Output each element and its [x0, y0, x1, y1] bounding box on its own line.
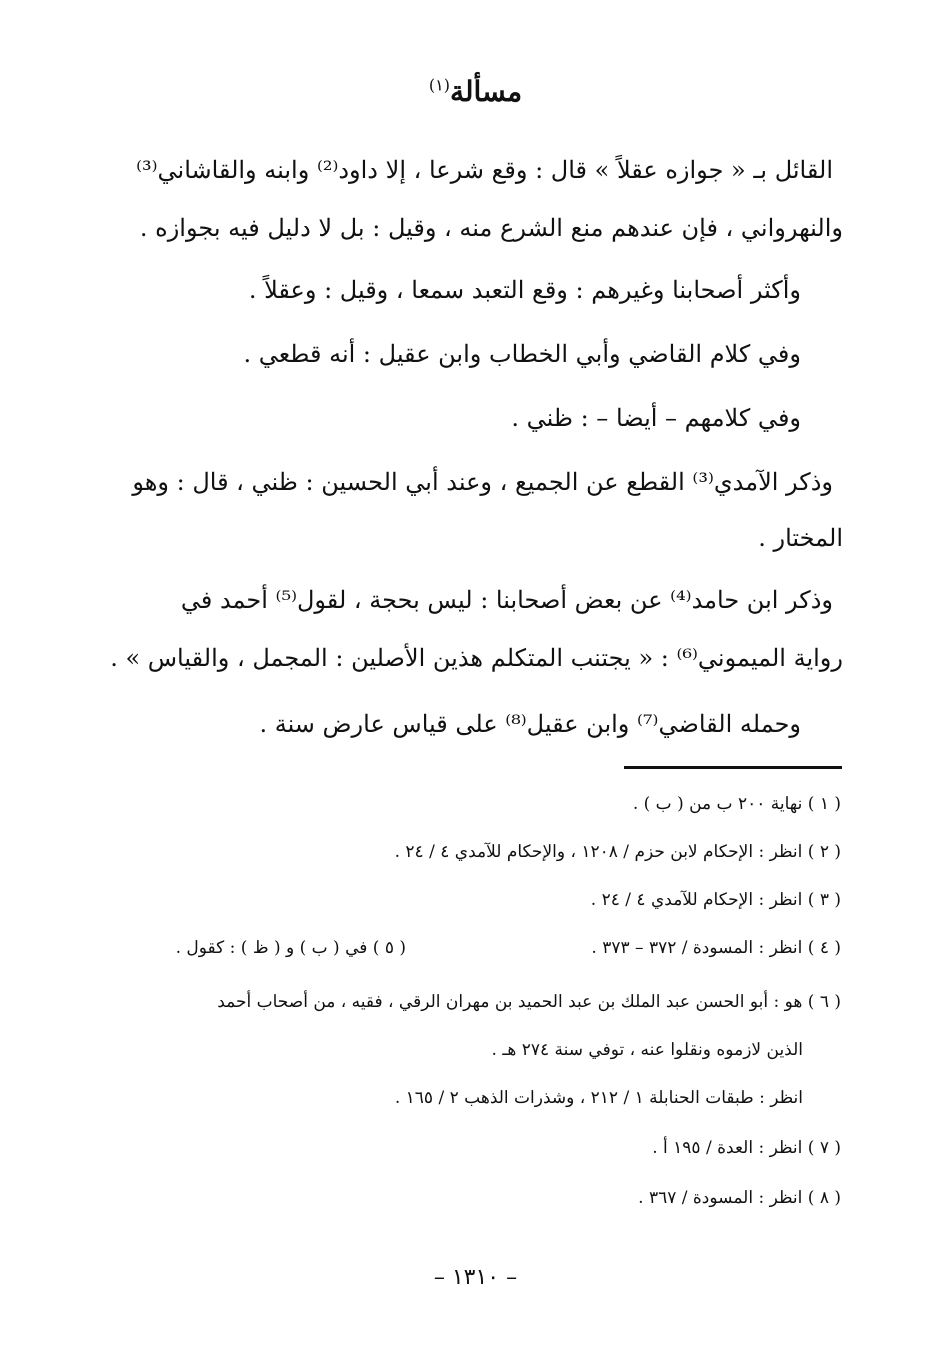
paragraph-1-line-1: القائل بـ « جوازه عقلاً » قال : وقع شرعا ، إلا داود⁽²⁾ وابنه والقاشاني⁽³⁾ [136, 156, 833, 184]
footnote-2: ( ٢ ) انظر : الإحكام لابن حزم / ١٢٠٨ ، والإحكام للآمدي ٤ / ٢٤ . [394, 842, 841, 862]
paragraph-6-line-1: وذكر ابن حامد⁽⁴⁾ عن بعض أصحابنا : ليس بحجة ، لقول⁽⁵⁾ أحمد في [180, 586, 833, 614]
paragraph-1-line-2: والنهرواني ، فإن عندهم منع الشرع منه ، وقيل : بل لا دليل فيه بجوازه . [139, 214, 843, 242]
paragraph-2: وأكثر أصحابنا وغيرهم : وقع التعبد سمعا ، وقيل : وعقلاً . [248, 276, 801, 304]
footnote-8: ( ٨ ) انظر : المسودة / ٣٦٧ . [638, 1188, 841, 1208]
footnote-6-line-2: الذين لازموه ونقلوا عنه ، توفي سنة ٢٧٤ هـ . [491, 1040, 803, 1060]
paragraph-3: وفي كلام القاضي وأبي الخطاب وابن عقيل : أنه قطعي . [243, 340, 801, 368]
paragraph-7: وحمله القاضي⁽⁷⁾ وابن عقيل⁽⁸⁾ على قياس عارض سنة . [259, 710, 801, 738]
footnote-6-line-1: ( ٦ ) هو : أبو الحسن عبد الملك بن عبد الحميد بن مهران الرقي ، فقيه ، من أصحاب أحمد [217, 992, 841, 1012]
paragraph-6-line-2: رواية الميموني⁽⁶⁾ : « يجتنب المتكلم هذين الأصلين : المجمل ، والقياس » . [110, 644, 843, 672]
paragraph-5-line-2: المختار . [758, 524, 843, 552]
section-title-text: مسألة [450, 75, 523, 108]
section-title-note-marker: (١) [428, 75, 451, 95]
footnote-1: ( ١ ) نهاية ٢٠٠ ب من ( ب ) . [632, 794, 841, 814]
footnote-4: ( ٤ ) انظر : المسودة / ٣٧٢ – ٣٧٣ . [591, 938, 841, 958]
paragraph-5-line-1: وذكر الآمدي⁽³⁾ القطع عن الجميع ، وعند أبي الحسين : ظني ، قال : وهو [132, 468, 833, 496]
page-number: – ١٣١٠ – [433, 1265, 518, 1290]
footnote-3: ( ٣ ) انظر : الإحكام للآمدي ٤ / ٢٤ . [590, 890, 841, 910]
footnote-6-line-3: انظر : طبقات الحنابلة ١ / ٢١٢ ، وشذرات الذهب ٢ / ١٦٥ . [394, 1088, 803, 1108]
footnote-5: ( ٥ ) في ( ب ) و ( ظ ) : كقول . [175, 938, 406, 958]
paragraph-4: وفي كلامهم – أيضا – : ظني . [511, 404, 801, 432]
footnote-7: ( ٧ ) انظر : العدة / ١٩٥ أ . [652, 1138, 841, 1158]
section-title [0, 72, 951, 112]
footnote-separator [624, 766, 842, 769]
